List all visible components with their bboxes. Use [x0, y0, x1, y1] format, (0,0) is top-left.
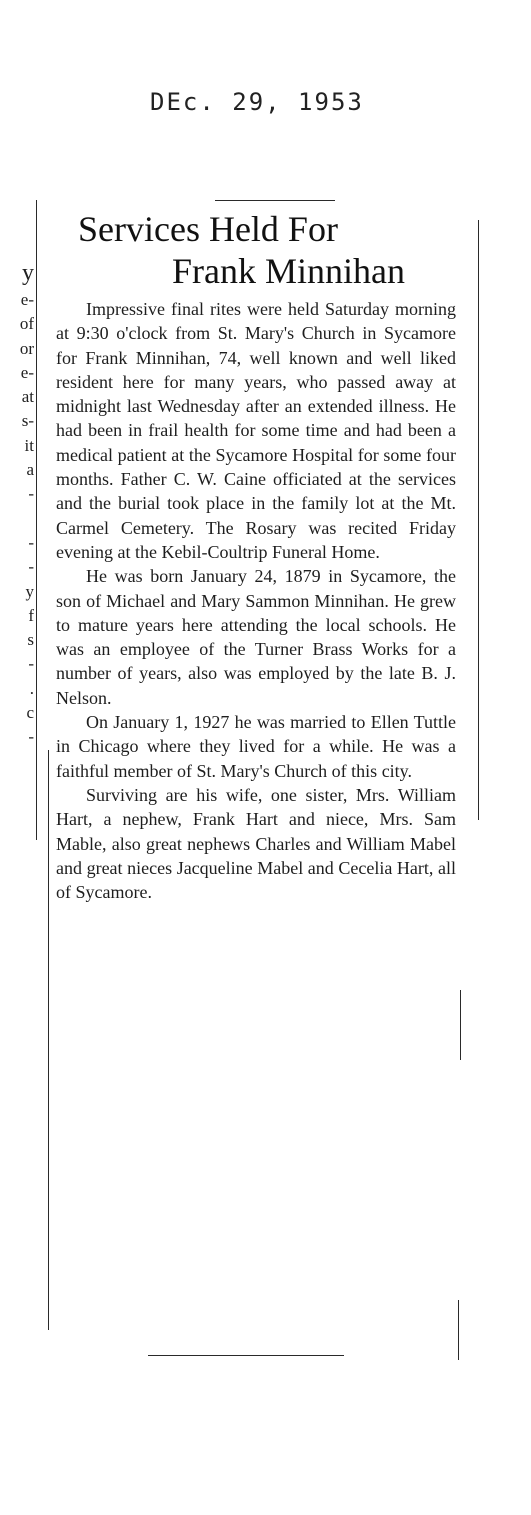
column-fragment: of [19, 314, 34, 334]
column-fragment: e- [20, 362, 34, 382]
column-border-left [36, 200, 37, 840]
article-headline [78, 208, 478, 292]
column-fragment: - [28, 532, 34, 552]
column-fragment [0, 507, 34, 531]
adjacent-column-fragments [0, 258, 34, 750]
column-fragment: c [26, 703, 34, 723]
column-border-right [478, 220, 479, 820]
article-paragraph: He was born January 24, 1879 in Sycamore, the son of Michael and Mary Sammon Minnihan. He grew to mature years here attending the local schools. He was an employee of the Turner Brass Works for a number of years, also was employed by the late B. J. Nelson. [56, 566, 456, 708]
column-fragment: or [19, 338, 34, 358]
column-fragment: y [25, 581, 34, 601]
column-border-left-lower [48, 750, 49, 1330]
column-fragment: s- [21, 411, 34, 431]
article-paragraph: Impressive final rites were held Saturday morning at 9:30 o'clock from St. Mary's Church in Sycamore for Frank Minnihan, 74, well known and well liked resident here for many years, who passed away at midnight last Wednesday after an extended illness. He had been in frail health for some time and had been a medical patient at the Sycamore Hospital for some four months. Father C. W. Caine officiated at the services and the burial took place in the family lot at the Mt. Carmel Cemetery. The Rosary was recited Friday evening at the Kebil-Coultrip Funeral Home. [56, 299, 456, 562]
article-paragraph: On January 1, 1927 he was married to Ellen Tuttle in Chicago where they lived for a while. He was a faithful member of St. Mary's Church of this city. [56, 712, 456, 781]
column-fragment: - [28, 484, 34, 504]
column-fragment: at [21, 387, 34, 407]
column-fragment: . [29, 678, 34, 698]
column-fragment: - [28, 727, 34, 747]
top-divider [215, 200, 335, 201]
column-border-right-lower [458, 1300, 459, 1360]
article-body [56, 297, 456, 904]
column-fragment: f [28, 605, 34, 625]
column-fragment: e- [20, 290, 34, 309]
date-stamp: DEc. 29, 1953 [150, 88, 364, 116]
column-fragment: - [28, 557, 34, 577]
headline-line-2: Frank Minnihan [172, 251, 405, 291]
column-fragment: a [26, 460, 34, 480]
column-fragment: - [28, 654, 34, 674]
column-fragment: y [22, 260, 34, 286]
column-border-right-mid [460, 990, 461, 1060]
headline-line-1: Services Held For [78, 209, 338, 249]
column-fragment: s [27, 630, 34, 650]
article-paragraph: Surviving are his wife, one sister, Mrs. William Hart, a nephew, Frank Hart and niece, Mrs. Sam Mable, also great nephews Charles and William Mabel and great nieces Jacqueline Mabel and Cecelia Hart, all of Sycamore. [56, 784, 456, 903]
bottom-divider [148, 1355, 344, 1356]
column-fragment: it [24, 435, 34, 455]
